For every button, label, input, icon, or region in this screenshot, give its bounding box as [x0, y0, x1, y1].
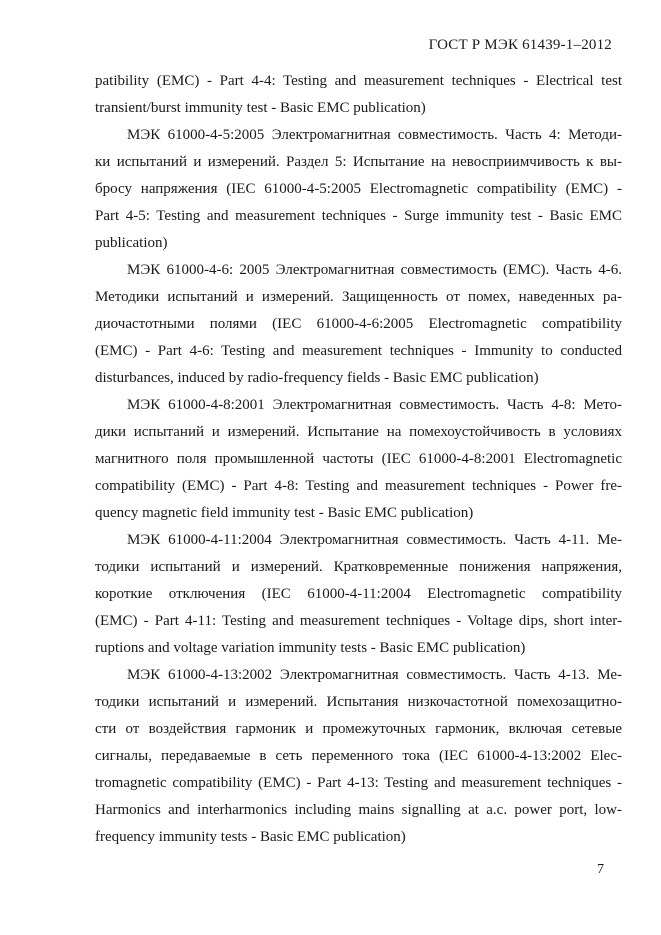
text-line: диочастотными полями (IEC 61000-4-6:2005 Electromagnetic compatibility [95, 316, 622, 332]
document-header: ГОСТ Р МЭК 61439-1–2012 [428, 37, 612, 53]
text-line: (EMC) - Part 4-11: Testing and measurement techniques - Voltage dips, short inter- [95, 613, 622, 629]
text-line: тодики испытаний и измерений. Испытания низкочастотной помехозащитно- [95, 694, 622, 710]
text-line: МЭК 61000-4-13:2002 Электромагнитная совместимость. Часть 4-13. Ме- [127, 667, 622, 683]
text-line: сигналы, передаваемые в сеть переменного тока (IEC 61000-4-13:2002 Elec- [95, 748, 622, 764]
text-line: дики испытаний и измерений. Испытание на помехоустойчивость в условиях [95, 424, 622, 440]
text-line: МЭК 61000-4-6: 2005 Электромагнитная совместимость (ЕМС). Часть 4-6. [127, 262, 622, 278]
text-line: ки испытаний и измерений. Раздел 5: Испытание на невосприимчивость к вы- [95, 154, 622, 170]
text-line: сти от воздействия гармоник и промежуточных гармоник, включая сетевые [95, 721, 622, 737]
text-line: Методики испытаний и измерений. Защищенность от помех, наведенных ра- [95, 289, 622, 305]
text-line: Harmonics and interharmonics including mains signalling at a.c. power port, low- [95, 802, 622, 818]
text-line: publication) [95, 235, 168, 251]
text-line: короткие отключения (IEC 61000-4-11:2004 Electromagnetic compatibility [95, 586, 622, 602]
text-line: МЭК 61000-4-5:2005 Электромагнитная совместимость. Часть 4: Методи- [127, 127, 622, 143]
text-line: (EMC) - Part 4-6: Testing and measurement techniques - Immunity to conducted [95, 343, 622, 359]
text-line: quency magnetic field immunity test - Basic EMC publication) [95, 505, 474, 521]
text-line: Part 4-5: Testing and measurement techniques - Surge immunity test - Basic EMC [95, 208, 622, 224]
text-line: ruptions and voltage variation immunity tests - Basic EMC publication) [95, 640, 526, 656]
text-line: МЭК 61000-4-11:2004 Электромагнитная совместимость. Часть 4-11. Ме- [127, 532, 622, 548]
text-line: tromagnetic compatibility (EMC) - Part 4-13: Testing and measurement techniques - [95, 775, 622, 791]
text-line: frequency immunity tests - Basic EMC publication) [95, 829, 406, 845]
text-line: магнитного поля промышленной частоты (IEC 61000-4-8:2001 Electromagnetic [95, 451, 622, 467]
text-line: compatibility (EMC) - Part 4-8: Testing and measurement techniques - Power fre- [95, 478, 622, 494]
text-line: patibility (EMC) - Part 4-4: Testing and measurement techniques - Electrical test [95, 73, 622, 89]
text-line: тодики испытаний и измерений. Кратковременные понижения напряжения, [95, 559, 622, 575]
text-line: transient/burst immunity test - Basic EMC publication) [95, 100, 426, 116]
page-number: 7 [597, 862, 604, 877]
text-line: бросу напряжения (IEC 61000-4-5:2005 Electromagnetic compatibility (EMC) - [95, 181, 622, 197]
text-line: disturbances, induced by radio-frequency fields - Basic EMC publication) [95, 370, 539, 386]
document-body [95, 68, 622, 851]
text-line: МЭК 61000-4-8:2001 Электромагнитная совместимость. Часть 4-8: Мето- [127, 397, 622, 413]
